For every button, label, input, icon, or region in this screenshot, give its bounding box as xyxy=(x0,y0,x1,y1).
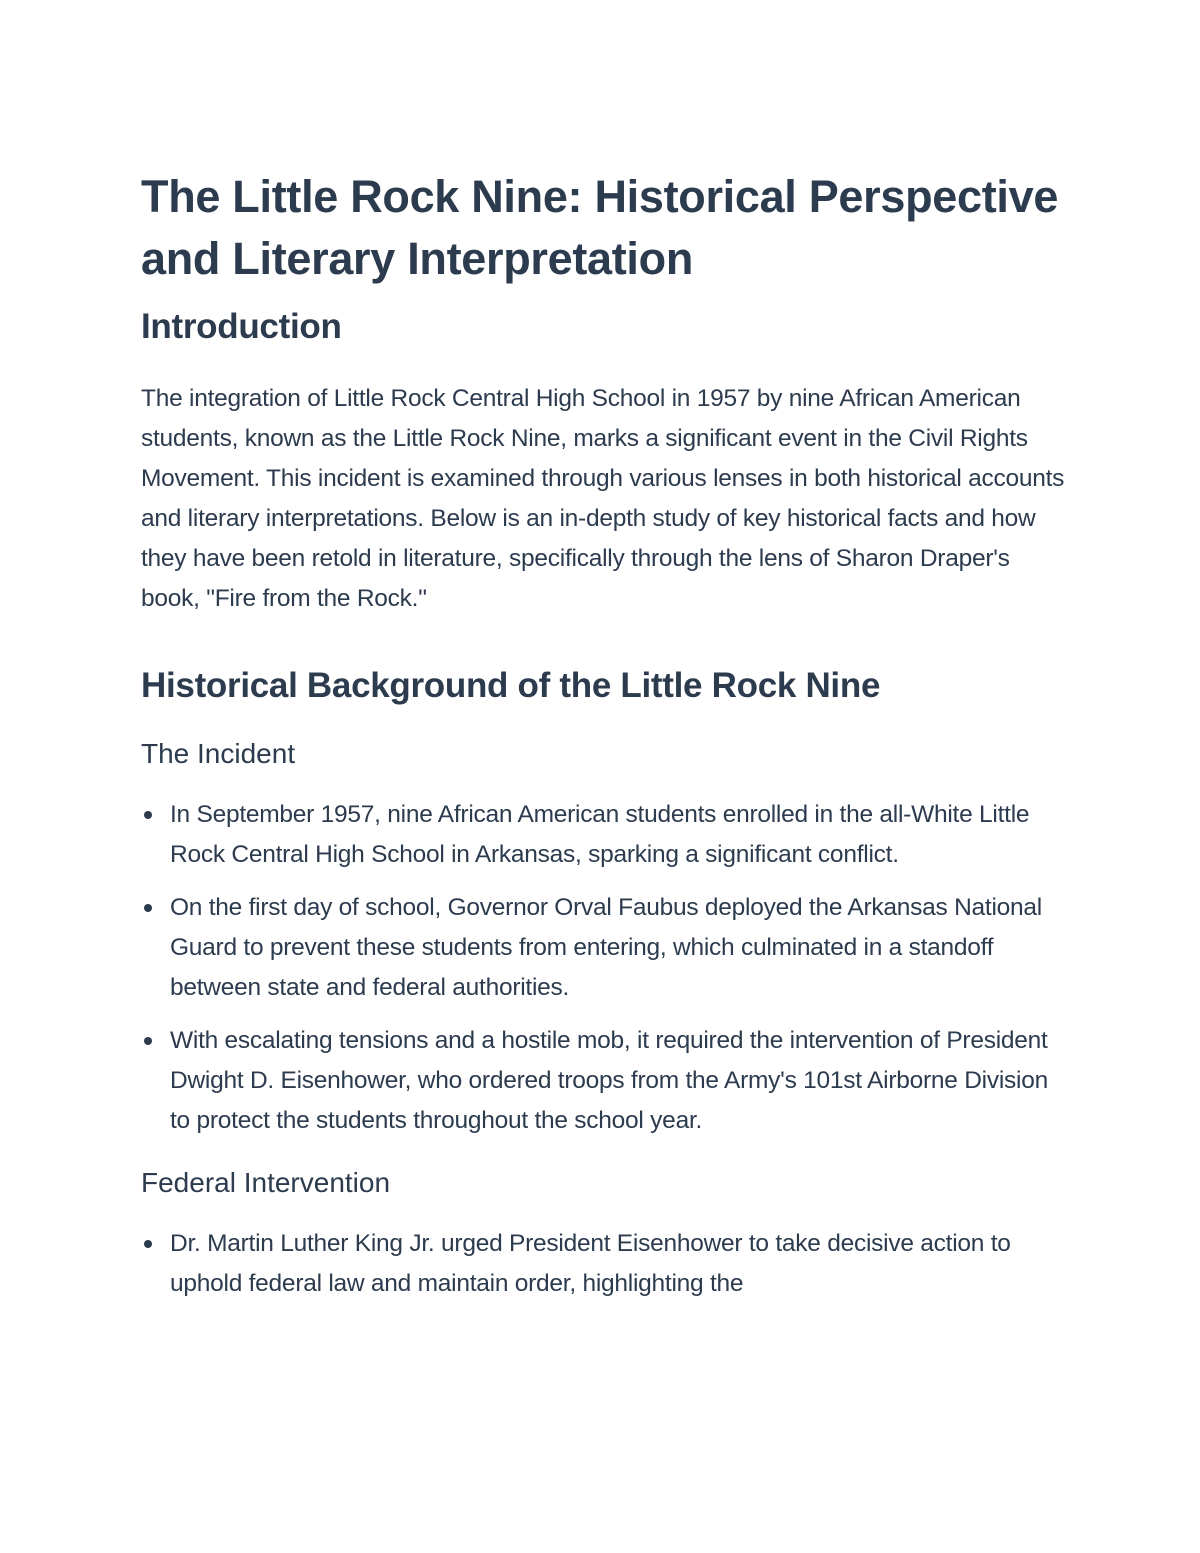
incident-heading: The Incident xyxy=(141,738,296,769)
document-content xyxy=(141,166,1071,1317)
list-item xyxy=(141,888,1071,1008)
federal-intervention-heading: Federal Intervention xyxy=(141,1167,391,1198)
list-item xyxy=(141,1021,1071,1141)
list-item-text: On the first day of school, Governor Orval Faubus deployed the Arkansas National Guard to prevent these students from entering, which culminated in a standoff between state and federal authorities. xyxy=(170,894,1043,1001)
document-title: The Little Rock Nine: Historical Perspective and Literary Interpretation xyxy=(141,171,1059,284)
list-item xyxy=(141,795,1071,875)
list-item xyxy=(141,1224,1071,1304)
historical-background-heading: Historical Background of the Little Rock Nine xyxy=(141,666,881,705)
bullet-icon xyxy=(144,904,152,912)
introduction-heading: Introduction xyxy=(141,307,342,346)
bullet-icon xyxy=(144,1037,152,1045)
list-item-text: With escalating tensions and a hostile mob, it required the intervention of President Dwight D. Eisenhower, who ordered troops from the Army's 101st Airborne Division to protect the students throughout the school year. xyxy=(170,1027,1048,1134)
list-item-text: Dr. Martin Luther King Jr. urged President Eisenhower to take decisive action to uphold federal law and maintain order, highlighting the xyxy=(170,1230,1011,1297)
bullet-icon xyxy=(144,811,152,819)
list-item-text: In September 1957, nine African American students enrolled in the all-White Little Rock Central High School in Arkansas, sparking a significant conflict. xyxy=(170,801,1030,868)
federal-intervention-list xyxy=(141,1224,1071,1304)
bullet-icon xyxy=(144,1240,152,1248)
introduction-paragraph: The integration of Little Rock Central High School in 1957 by nine African American students, known as the Little Rock Nine, marks a significant event in the Civil Rights Movement. This incident is examined through various lenses in both historical accounts and literary interpretations. Below is an in-depth study of key historical facts and how they have been retold in literature, specifically through the lens of Sharon Draper's book, "Fire from the Rock." xyxy=(141,385,1065,612)
incident-list xyxy=(141,795,1071,1141)
